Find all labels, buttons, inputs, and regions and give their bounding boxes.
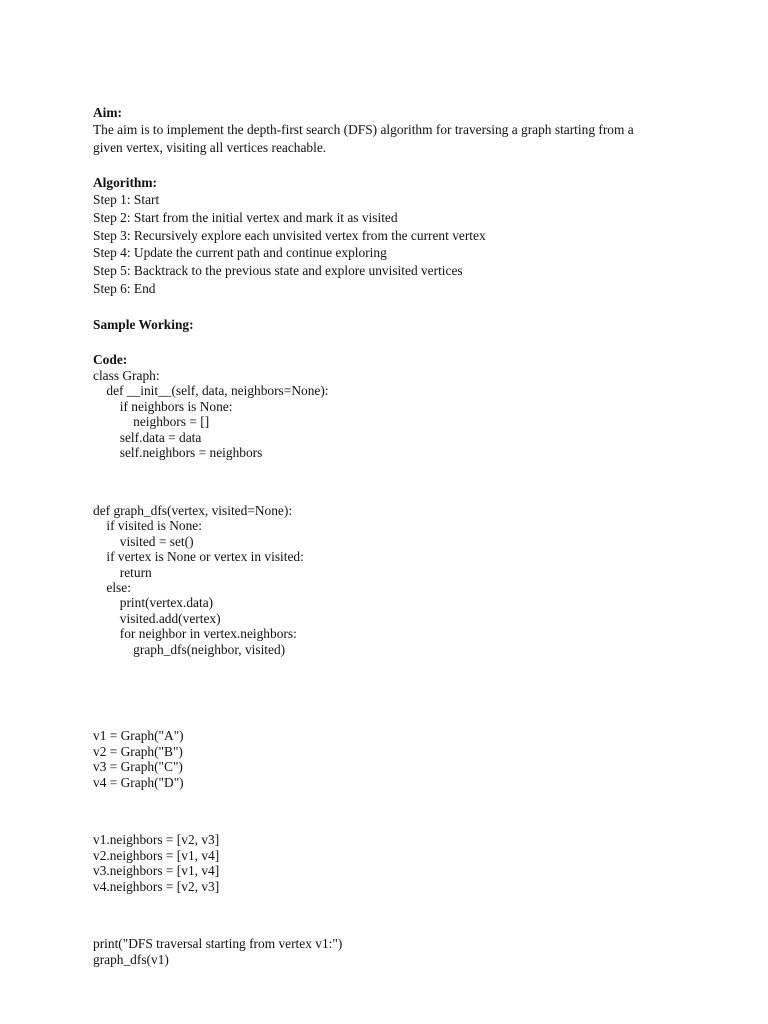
code-line: v2.neighbors = [v1, v4] — [93, 847, 220, 863]
code-line: self.data = data — [93, 429, 202, 445]
algorithm-step: Step 1: Start — [93, 192, 160, 207]
code-line: self.neighbors = neighbors — [93, 445, 263, 461]
code-line — [93, 699, 693, 714]
code-line: visited = set() — [93, 533, 194, 549]
code-line — [93, 908, 693, 923]
code-line: print(vertex.data) — [93, 595, 214, 611]
aim-text-line-1: The aim is to implement the depth-first search (DFS) algorithm for traversing a graph starting from a — [93, 122, 634, 137]
code-line: def __init__(self, data, neighbors=None): — [93, 383, 329, 399]
code-line: neighbors = [] — [93, 414, 210, 430]
code-line: print("DFS traversal starting from vertex v1:") — [93, 936, 343, 952]
algorithm-heading: Algorithm: — [93, 175, 157, 190]
code-line: v1.neighbors = [v2, v3] — [93, 832, 220, 848]
code-line: for neighbor in vertex.neighbors: — [93, 626, 297, 642]
aim-text-line-2: given vertex, visiting all vertices reachable. — [93, 139, 327, 155]
code-line: def graph_dfs(vertex, visited=None): — [93, 502, 293, 518]
algorithm-step: Step 2: Start from the initial vertex and mark it as visited — [93, 209, 398, 225]
code-line: else: — [93, 579, 131, 595]
code-section — [93, 351, 693, 967]
algorithm-step: Step 4: Update the current path and continue exploring — [93, 245, 387, 261]
code-line: graph_dfs(v1) — [93, 951, 169, 967]
document-page — [93, 104, 693, 967]
algorithm-step: Step 3: Recursively explore each unvisited vertex from the current vertex — [93, 227, 486, 243]
code-line: if vertex is None or vertex in visited: — [93, 549, 304, 565]
algorithm-section — [93, 174, 693, 298]
code-line: v3.neighbors = [v1, v4] — [93, 863, 220, 879]
code-line — [93, 671, 693, 686]
algorithm-step: Step 6: End — [93, 280, 156, 296]
code-line: graph_dfs(neighbor, visited) — [93, 641, 286, 657]
algorithm-step: Step 5: Backtrack to the previous state and explore unvisited vertices — [93, 263, 463, 279]
sample-working-section — [93, 316, 693, 333]
code-line: if visited is None: — [93, 518, 202, 534]
code-line — [93, 474, 693, 489]
code-line: v2 = Graph("B") — [93, 743, 183, 759]
code-line: visited.add(vertex) — [93, 610, 221, 626]
aim-heading: Aim: — [93, 105, 123, 120]
code-line: return — [93, 564, 152, 580]
code-line: v3 = Graph("C") — [93, 759, 183, 775]
code-block — [93, 368, 693, 967]
code-line: v4 = Graph("D") — [93, 774, 184, 790]
code-line: class Graph: — [93, 367, 160, 383]
code-line: v4.neighbors = [v2, v3] — [93, 878, 220, 894]
code-line — [93, 804, 693, 819]
sample-working-heading: Sample Working: — [93, 316, 194, 332]
code-heading: Code: — [93, 351, 128, 367]
code-line: v1 = Graph("A") — [93, 728, 184, 744]
code-line: if neighbors is None: — [93, 398, 233, 414]
aim-section — [93, 104, 693, 156]
